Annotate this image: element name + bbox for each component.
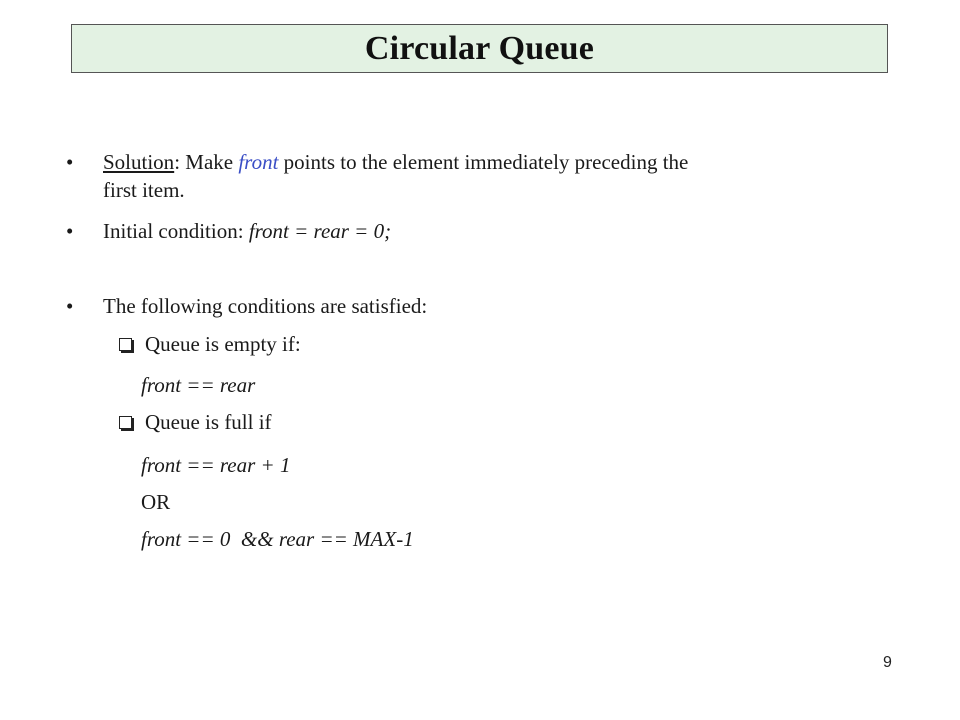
- bullet-dot: •: [66, 150, 74, 174]
- slide-title: Circular Queue: [364, 29, 595, 67]
- solution-rest: points to the element immediately preceding the: [278, 150, 689, 174]
- front-highlight: front: [238, 150, 279, 174]
- title-box: [71, 24, 888, 73]
- solution-label: Solution: [103, 150, 175, 174]
- full-expression-1: front == rear + 1: [141, 453, 291, 477]
- checkbox-icon: [119, 338, 132, 351]
- conditions-line: The following conditions are satisfied:: [103, 294, 428, 318]
- bullet-dot: •: [66, 294, 74, 318]
- initial-condition-line: [103, 218, 391, 244]
- solution-continuation: first item.: [103, 178, 185, 202]
- empty-expression: front == rear: [141, 373, 256, 397]
- solution-after-label: : Make: [174, 150, 239, 174]
- initial-prefix: Initial condition:: [103, 219, 249, 243]
- bullet-dot: •: [66, 219, 74, 243]
- full-check-text: Queue is full if: [145, 410, 272, 434]
- checkbox-icon: [119, 416, 132, 429]
- empty-check-text: Queue is empty if:: [145, 332, 301, 356]
- solution-line: [103, 149, 688, 175]
- initial-expression: front = rear = 0;: [248, 219, 392, 243]
- page-number: 9: [883, 654, 892, 671]
- full-expression-2: front == 0 && rear == MAX-1: [141, 527, 414, 551]
- or-text: OR: [141, 490, 171, 514]
